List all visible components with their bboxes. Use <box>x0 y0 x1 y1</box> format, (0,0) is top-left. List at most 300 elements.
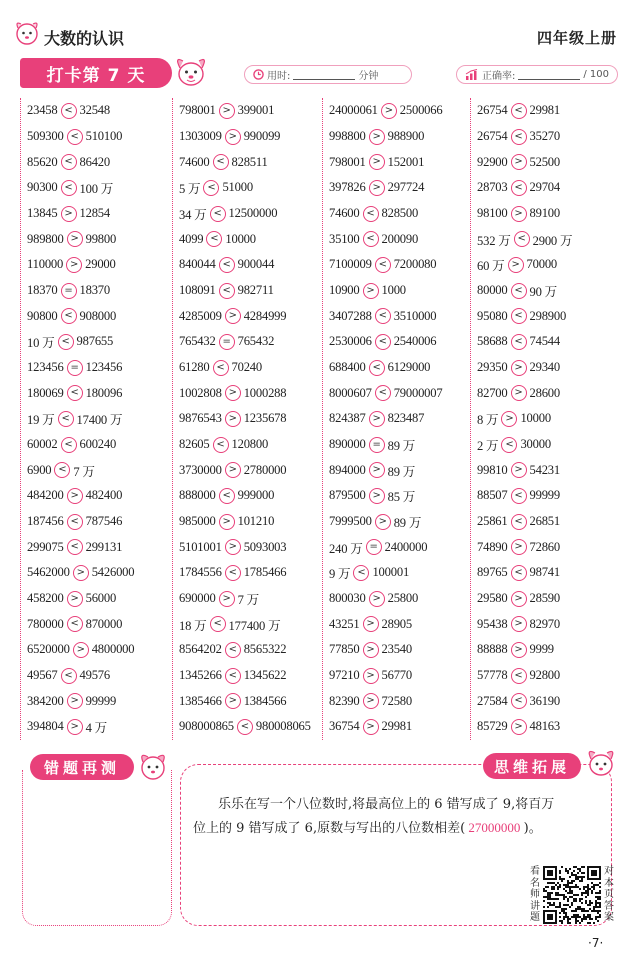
comparison-item <box>329 303 470 329</box>
right-number: 25800 <box>387 591 419 606</box>
left-number: 2 万 <box>477 439 499 454</box>
comparison-item <box>27 560 172 586</box>
comparison-sign[interactable]: > <box>225 385 241 401</box>
comparison-item <box>27 278 172 304</box>
comparison-item <box>27 303 172 329</box>
left-number: 8 万 <box>477 413 499 428</box>
comparison-item <box>179 432 322 458</box>
comparison-sign[interactable]: > <box>511 719 527 735</box>
comparison-sign[interactable]: > <box>511 360 527 376</box>
comparison-sign[interactable]: > <box>381 103 397 119</box>
right-number: 177400 万 <box>228 618 281 633</box>
comparison-item <box>27 714 172 740</box>
comparison-sign[interactable]: < <box>369 360 385 376</box>
comparison-item <box>329 688 470 714</box>
left-number: 9876543 <box>179 411 222 426</box>
time-blank[interactable] <box>293 69 355 80</box>
comparison-sign[interactable]: = <box>366 539 382 555</box>
comparison-sign[interactable]: > <box>73 565 89 581</box>
left-number: 27584 <box>477 693 508 708</box>
comparison-column-2 <box>172 98 322 740</box>
comparison-sign[interactable]: > <box>219 591 235 607</box>
left-number: 7100009 <box>329 257 372 272</box>
left-number: 509300 <box>27 129 64 143</box>
cartoon-pet-icon <box>12 18 42 48</box>
comparison-sign[interactable]: > <box>363 642 379 658</box>
comparison-item <box>179 329 322 355</box>
comparison-item <box>329 586 470 612</box>
comparison-sign[interactable]: < <box>511 488 527 504</box>
left-number: 61280 <box>179 360 210 375</box>
comparison-sign[interactable]: < <box>210 616 226 632</box>
right-number: 48163 <box>529 719 560 734</box>
right-number: 999000 <box>237 488 275 503</box>
comparison-sign[interactable]: > <box>501 411 517 427</box>
comparison-item <box>179 252 322 278</box>
left-number: 57778 <box>477 668 508 683</box>
accuracy-blank[interactable] <box>518 69 580 80</box>
comparison-column-1 <box>20 98 172 740</box>
right-number: 28905 <box>381 616 412 631</box>
right-number: 988900 <box>387 129 425 143</box>
right-number: 86420 <box>79 154 110 169</box>
comparison-sign[interactable]: < <box>375 385 391 401</box>
right-number: 982711 <box>237 283 274 298</box>
comparison-sign[interactable]: < <box>61 103 77 119</box>
left-number: 7999500 <box>329 514 372 529</box>
comparison-sign[interactable]: < <box>363 231 379 247</box>
comparison-item <box>329 124 470 150</box>
comparison-item <box>179 560 322 586</box>
left-number: 5 万 <box>179 182 201 197</box>
comparison-item <box>179 586 322 612</box>
comparison-sign[interactable]: > <box>225 308 241 324</box>
right-number: 26851 <box>529 514 560 529</box>
chapter-title: 大数的认识 <box>44 29 125 48</box>
comparison-sign[interactable]: < <box>67 539 83 555</box>
comparison-item <box>477 406 612 432</box>
comparison-item <box>329 278 470 304</box>
right-number: 980008065 <box>255 719 311 734</box>
right-number: 29981 <box>529 103 560 118</box>
right-number: 2540006 <box>393 334 437 349</box>
comparison-sign[interactable]: < <box>58 334 74 350</box>
comparison-item <box>329 175 470 201</box>
comparison-item <box>27 637 172 663</box>
left-number: 5101001 <box>179 539 222 554</box>
left-number: 998800 <box>329 129 366 143</box>
comparison-sign[interactable]: > <box>363 668 379 684</box>
comparison-sign[interactable]: < <box>203 180 219 196</box>
comparison-item <box>179 509 322 535</box>
right-number: 98741 <box>529 565 560 580</box>
right-number: 765432 <box>237 334 275 349</box>
right-number: 2780000 <box>243 462 287 477</box>
right-number: 32548 <box>79 103 110 118</box>
comparison-sign[interactable]: > <box>369 411 385 427</box>
right-number: 399001 <box>237 103 275 118</box>
right-number: 18370 <box>79 283 110 298</box>
left-number: 60 万 <box>477 259 505 274</box>
left-number: 484200 <box>27 488 64 503</box>
comparison-sign[interactable]: < <box>206 231 222 247</box>
comparison-sign[interactable]: < <box>219 257 235 273</box>
comparison-sign[interactable]: < <box>375 308 391 324</box>
accuracy-label: 正确率: <box>482 71 516 82</box>
comparison-sign[interactable]: < <box>501 437 517 453</box>
left-number: 43251 <box>329 616 360 631</box>
comparison-sign[interactable]: > <box>511 206 527 222</box>
comparison-sign[interactable]: > <box>369 462 385 478</box>
comparison-item <box>477 98 612 124</box>
right-number: 298900 <box>529 308 567 323</box>
comparison-item <box>179 406 322 432</box>
comparison-sign[interactable]: > <box>511 154 527 170</box>
comparison-item <box>179 688 322 714</box>
left-number: 49567 <box>27 668 58 683</box>
left-number: 985000 <box>179 514 216 529</box>
comparison-item <box>477 329 612 355</box>
comparison-sign[interactable]: < <box>219 283 235 299</box>
right-number: 89 万 <box>393 516 422 531</box>
left-number: 3407288 <box>329 308 372 323</box>
comparison-item <box>179 611 322 637</box>
right-number: 180096 <box>85 385 123 400</box>
left-number: 29580 <box>477 591 508 606</box>
left-number: 74600 <box>179 154 210 169</box>
comparison-sign[interactable]: < <box>61 668 77 684</box>
comparison-sign[interactable]: < <box>511 668 527 684</box>
comparison-item <box>477 355 612 381</box>
comparison-item <box>329 509 470 535</box>
comparison-sign[interactable]: > <box>66 257 82 273</box>
comparison-item <box>179 637 322 663</box>
right-number: 1384566 <box>243 693 287 708</box>
comparison-sign[interactable]: < <box>511 565 527 581</box>
comparison-sign[interactable]: > <box>363 719 379 735</box>
left-number: 9 万 <box>329 567 351 582</box>
right-number: 89 万 <box>387 464 416 479</box>
comparison-sign[interactable]: > <box>508 257 524 273</box>
left-number: 58688 <box>477 334 508 349</box>
left-number: 1002808 <box>179 385 222 400</box>
comparison-item <box>477 663 612 689</box>
comparison-sign[interactable]: > <box>67 231 83 247</box>
comparison-sign[interactable]: < <box>511 514 527 530</box>
comparison-sign[interactable]: < <box>210 206 226 222</box>
question-line-1: 乐乐在写一个八位数时,将最高位上的 6 错写成了 9,将百万 <box>218 797 555 812</box>
comparison-sign[interactable]: < <box>225 668 241 684</box>
comparison-sign[interactable]: > <box>67 488 83 504</box>
qr-code[interactable] <box>543 866 601 924</box>
comparison-item <box>179 534 322 560</box>
left-number: 99810 <box>477 462 508 477</box>
comparison-sign[interactable]: > <box>369 591 385 607</box>
left-number: 85620 <box>27 154 58 169</box>
right-number: 100001 <box>372 565 410 580</box>
right-number: 908000 <box>79 308 117 323</box>
left-number: 97210 <box>329 668 360 683</box>
left-number: 24000061 <box>329 103 378 118</box>
comparison-column-3 <box>322 98 470 740</box>
comparison-sign[interactable]: > <box>67 591 83 607</box>
left-number: 95438 <box>477 616 508 631</box>
right-number: 17400 万 <box>76 413 123 428</box>
question-answer: 27000000 <box>465 820 524 835</box>
left-number: 3730000 <box>179 462 222 477</box>
accuracy-total: / 100 <box>583 69 610 80</box>
comparison-item <box>27 457 172 483</box>
right-number: 10000 <box>520 411 551 426</box>
right-number: 101210 <box>237 514 275 529</box>
comparison-item <box>477 688 612 714</box>
left-number: 123456 <box>27 360 64 375</box>
comparison-sign[interactable]: > <box>67 693 83 709</box>
left-number: 110000 <box>27 257 64 272</box>
left-number: 88507 <box>477 488 508 503</box>
comparison-item <box>329 714 470 740</box>
left-number: 108091 <box>179 283 216 298</box>
right-number: 72580 <box>381 693 412 708</box>
comparison-sign[interactable]: < <box>54 462 70 478</box>
comparison-sign[interactable]: > <box>225 693 241 709</box>
right-number: 1000288 <box>243 385 287 400</box>
left-number: 88888 <box>477 642 508 657</box>
comparison-sign[interactable]: = <box>61 283 77 299</box>
comparison-sign[interactable]: > <box>369 488 385 504</box>
right-number: 2900 万 <box>532 233 573 248</box>
comparison-item <box>329 432 470 458</box>
right-number: 870000 <box>85 616 123 631</box>
comparison-sign[interactable]: > <box>225 539 241 555</box>
comparison-sign[interactable]: < <box>67 129 83 145</box>
comparison-item <box>179 98 322 124</box>
left-number: 74890 <box>477 539 508 554</box>
extension-title: 思维拓展 <box>483 753 581 779</box>
left-number: 60002 <box>27 437 58 452</box>
left-number: 74600 <box>329 206 360 221</box>
page-number: ·7· <box>588 936 604 950</box>
comparison-item <box>329 329 470 355</box>
comparison-item <box>179 124 322 150</box>
clock-icon <box>253 69 264 80</box>
comparison-sign[interactable]: < <box>61 154 77 170</box>
comparison-item <box>179 483 322 509</box>
comparison-item <box>477 303 612 329</box>
comparison-sign[interactable]: < <box>375 257 391 273</box>
comparison-item <box>27 98 172 124</box>
comparison-sign[interactable]: > <box>511 616 527 632</box>
right-number: 92800 <box>529 668 560 683</box>
comparison-item <box>27 663 172 689</box>
right-number: 123456 <box>85 360 123 375</box>
cartoon-dog-icon <box>582 744 620 782</box>
comparison-sign[interactable]: > <box>73 642 89 658</box>
left-number: 18 万 <box>179 618 207 633</box>
comparison-sign[interactable]: > <box>225 129 241 145</box>
right-number: 3510000 <box>393 308 437 323</box>
comparison-item <box>179 303 322 329</box>
comparison-item <box>477 226 612 252</box>
right-number: 2500066 <box>399 103 443 118</box>
comparison-sign[interactable]: = <box>67 360 83 376</box>
right-number: 99800 <box>85 231 117 246</box>
comparison-sign[interactable]: < <box>213 437 229 453</box>
comparison-sign[interactable]: > <box>219 103 235 119</box>
comparison-sign[interactable]: < <box>511 180 527 196</box>
left-number: 4285009 <box>179 308 222 323</box>
comparison-item <box>27 534 172 560</box>
grade-label: 四年级上册 <box>536 29 617 47</box>
comparison-sign[interactable]: = <box>369 437 385 453</box>
comparison-sign[interactable]: < <box>363 206 379 222</box>
comparison-item <box>179 380 322 406</box>
left-number: 80000 <box>477 283 508 298</box>
right-number: 787546 <box>85 514 123 529</box>
comparison-item <box>27 688 172 714</box>
comparison-item <box>329 534 470 560</box>
comparison-sign[interactable]: < <box>213 360 229 376</box>
left-number: 26754 <box>477 129 508 143</box>
comparison-item <box>329 560 470 586</box>
left-number: 1345266 <box>179 668 222 683</box>
comparison-sign[interactable]: < <box>61 437 77 453</box>
comparison-item <box>477 124 612 150</box>
review-box[interactable] <box>22 770 172 926</box>
comparison-sign[interactable]: > <box>369 180 385 196</box>
left-number: 82700 <box>477 385 508 400</box>
comparison-sign[interactable]: < <box>511 308 527 324</box>
comparison-column-4 <box>470 98 612 740</box>
comparison-item <box>477 457 612 483</box>
comparison-sign[interactable]: > <box>369 129 385 145</box>
comparison-sign[interactable]: > <box>363 616 379 632</box>
right-number: 10000 <box>225 231 256 246</box>
comparison-item <box>477 201 612 227</box>
right-number: 49576 <box>79 668 110 683</box>
left-number: 180069 <box>27 385 64 400</box>
comparison-sign[interactable]: < <box>213 154 229 170</box>
left-number: 890000 <box>329 437 366 452</box>
right-number: 828511 <box>231 154 268 169</box>
left-number: 89765 <box>477 565 508 580</box>
comparison-sign[interactable]: < <box>511 129 527 145</box>
comparison-sign[interactable]: < <box>514 231 530 247</box>
left-number: 394804 <box>27 719 64 734</box>
right-number: 4284999 <box>243 308 287 323</box>
comparison-sign[interactable]: < <box>61 180 77 196</box>
comparison-item <box>477 637 612 663</box>
left-number: 23458 <box>27 103 58 118</box>
comparison-sign[interactable]: > <box>67 719 83 735</box>
comparison-item <box>329 252 470 278</box>
comparison-item <box>27 611 172 637</box>
comparison-sign[interactable]: > <box>369 154 385 170</box>
comparison-sign[interactable]: < <box>225 565 241 581</box>
right-number: 828500 <box>381 206 419 221</box>
right-number: 990099 <box>243 129 281 143</box>
comparison-sign[interactable]: > <box>511 642 527 658</box>
comparison-sign[interactable]: = <box>219 334 235 350</box>
right-number: 74544 <box>529 334 560 349</box>
comparison-item <box>477 252 612 278</box>
left-number: 92900 <box>477 154 508 169</box>
comparison-sign[interactable]: < <box>511 283 527 299</box>
comparison-sign[interactable]: < <box>511 693 527 709</box>
comparison-item <box>329 406 470 432</box>
comparison-sign[interactable]: > <box>375 514 391 530</box>
comparison-item <box>329 663 470 689</box>
comparison-sign[interactable]: < <box>225 642 241 658</box>
comparison-sign[interactable]: > <box>511 462 527 478</box>
left-number: 384200 <box>27 693 64 708</box>
comparison-sign[interactable]: < <box>67 514 83 530</box>
comparison-item <box>477 534 612 560</box>
comparison-sign[interactable]: < <box>58 411 74 427</box>
comparison-sign[interactable]: < <box>219 488 235 504</box>
left-number: 77850 <box>329 642 360 657</box>
left-number: 82605 <box>179 437 210 452</box>
comparison-item <box>329 149 470 175</box>
left-number: 800030 <box>329 591 366 606</box>
right-number: 30000 <box>520 437 551 452</box>
left-number: 989800 <box>27 231 64 246</box>
left-number: 5462000 <box>27 565 70 580</box>
comparison-sign[interactable]: < <box>375 334 391 350</box>
comparison-item <box>179 201 322 227</box>
comparison-sign[interactable]: > <box>511 591 527 607</box>
comparison-sign[interactable]: < <box>353 565 369 581</box>
comparison-sign[interactable]: > <box>363 283 379 299</box>
left-number: 840044 <box>179 257 216 272</box>
left-number: 2530006 <box>329 334 372 349</box>
comparison-sign[interactable]: < <box>67 385 83 401</box>
comparison-sign[interactable]: < <box>511 334 527 350</box>
right-number: 70000 <box>526 257 558 272</box>
time-label: 用时: <box>267 71 291 82</box>
comparison-sign[interactable]: > <box>511 539 527 555</box>
comparison-sign[interactable]: < <box>237 719 253 735</box>
comparison-sign[interactable]: < <box>61 308 77 324</box>
comparison-sign[interactable]: > <box>225 462 241 478</box>
left-number: 36754 <box>329 719 360 734</box>
right-number: 152001 <box>387 154 425 169</box>
comparison-sign[interactable]: > <box>363 693 379 709</box>
review-title: 错题再测 <box>30 754 134 780</box>
comparison-item <box>329 355 470 381</box>
comparison-item <box>179 175 322 201</box>
right-number: 297724 <box>387 180 425 195</box>
right-number: 299131 <box>85 539 123 554</box>
comparison-sign[interactable]: > <box>219 514 235 530</box>
comparison-sign[interactable]: > <box>225 411 241 427</box>
right-number: 28590 <box>529 591 560 606</box>
left-number: 6900 <box>27 462 52 477</box>
left-number: 8564202 <box>179 642 222 657</box>
comparison-item <box>27 226 172 252</box>
left-number: 6520000 <box>27 642 70 657</box>
comparison-item <box>27 432 172 458</box>
comparison-item <box>179 355 322 381</box>
comparison-sign[interactable]: > <box>511 385 527 401</box>
comparison-item <box>329 226 470 252</box>
comparison-sign[interactable]: > <box>61 206 77 222</box>
comparison-item <box>179 457 322 483</box>
right-number: 29981 <box>381 719 412 734</box>
comparison-item <box>329 201 470 227</box>
comparison-sign[interactable]: < <box>67 616 83 632</box>
comparison-sign[interactable]: < <box>511 103 527 119</box>
